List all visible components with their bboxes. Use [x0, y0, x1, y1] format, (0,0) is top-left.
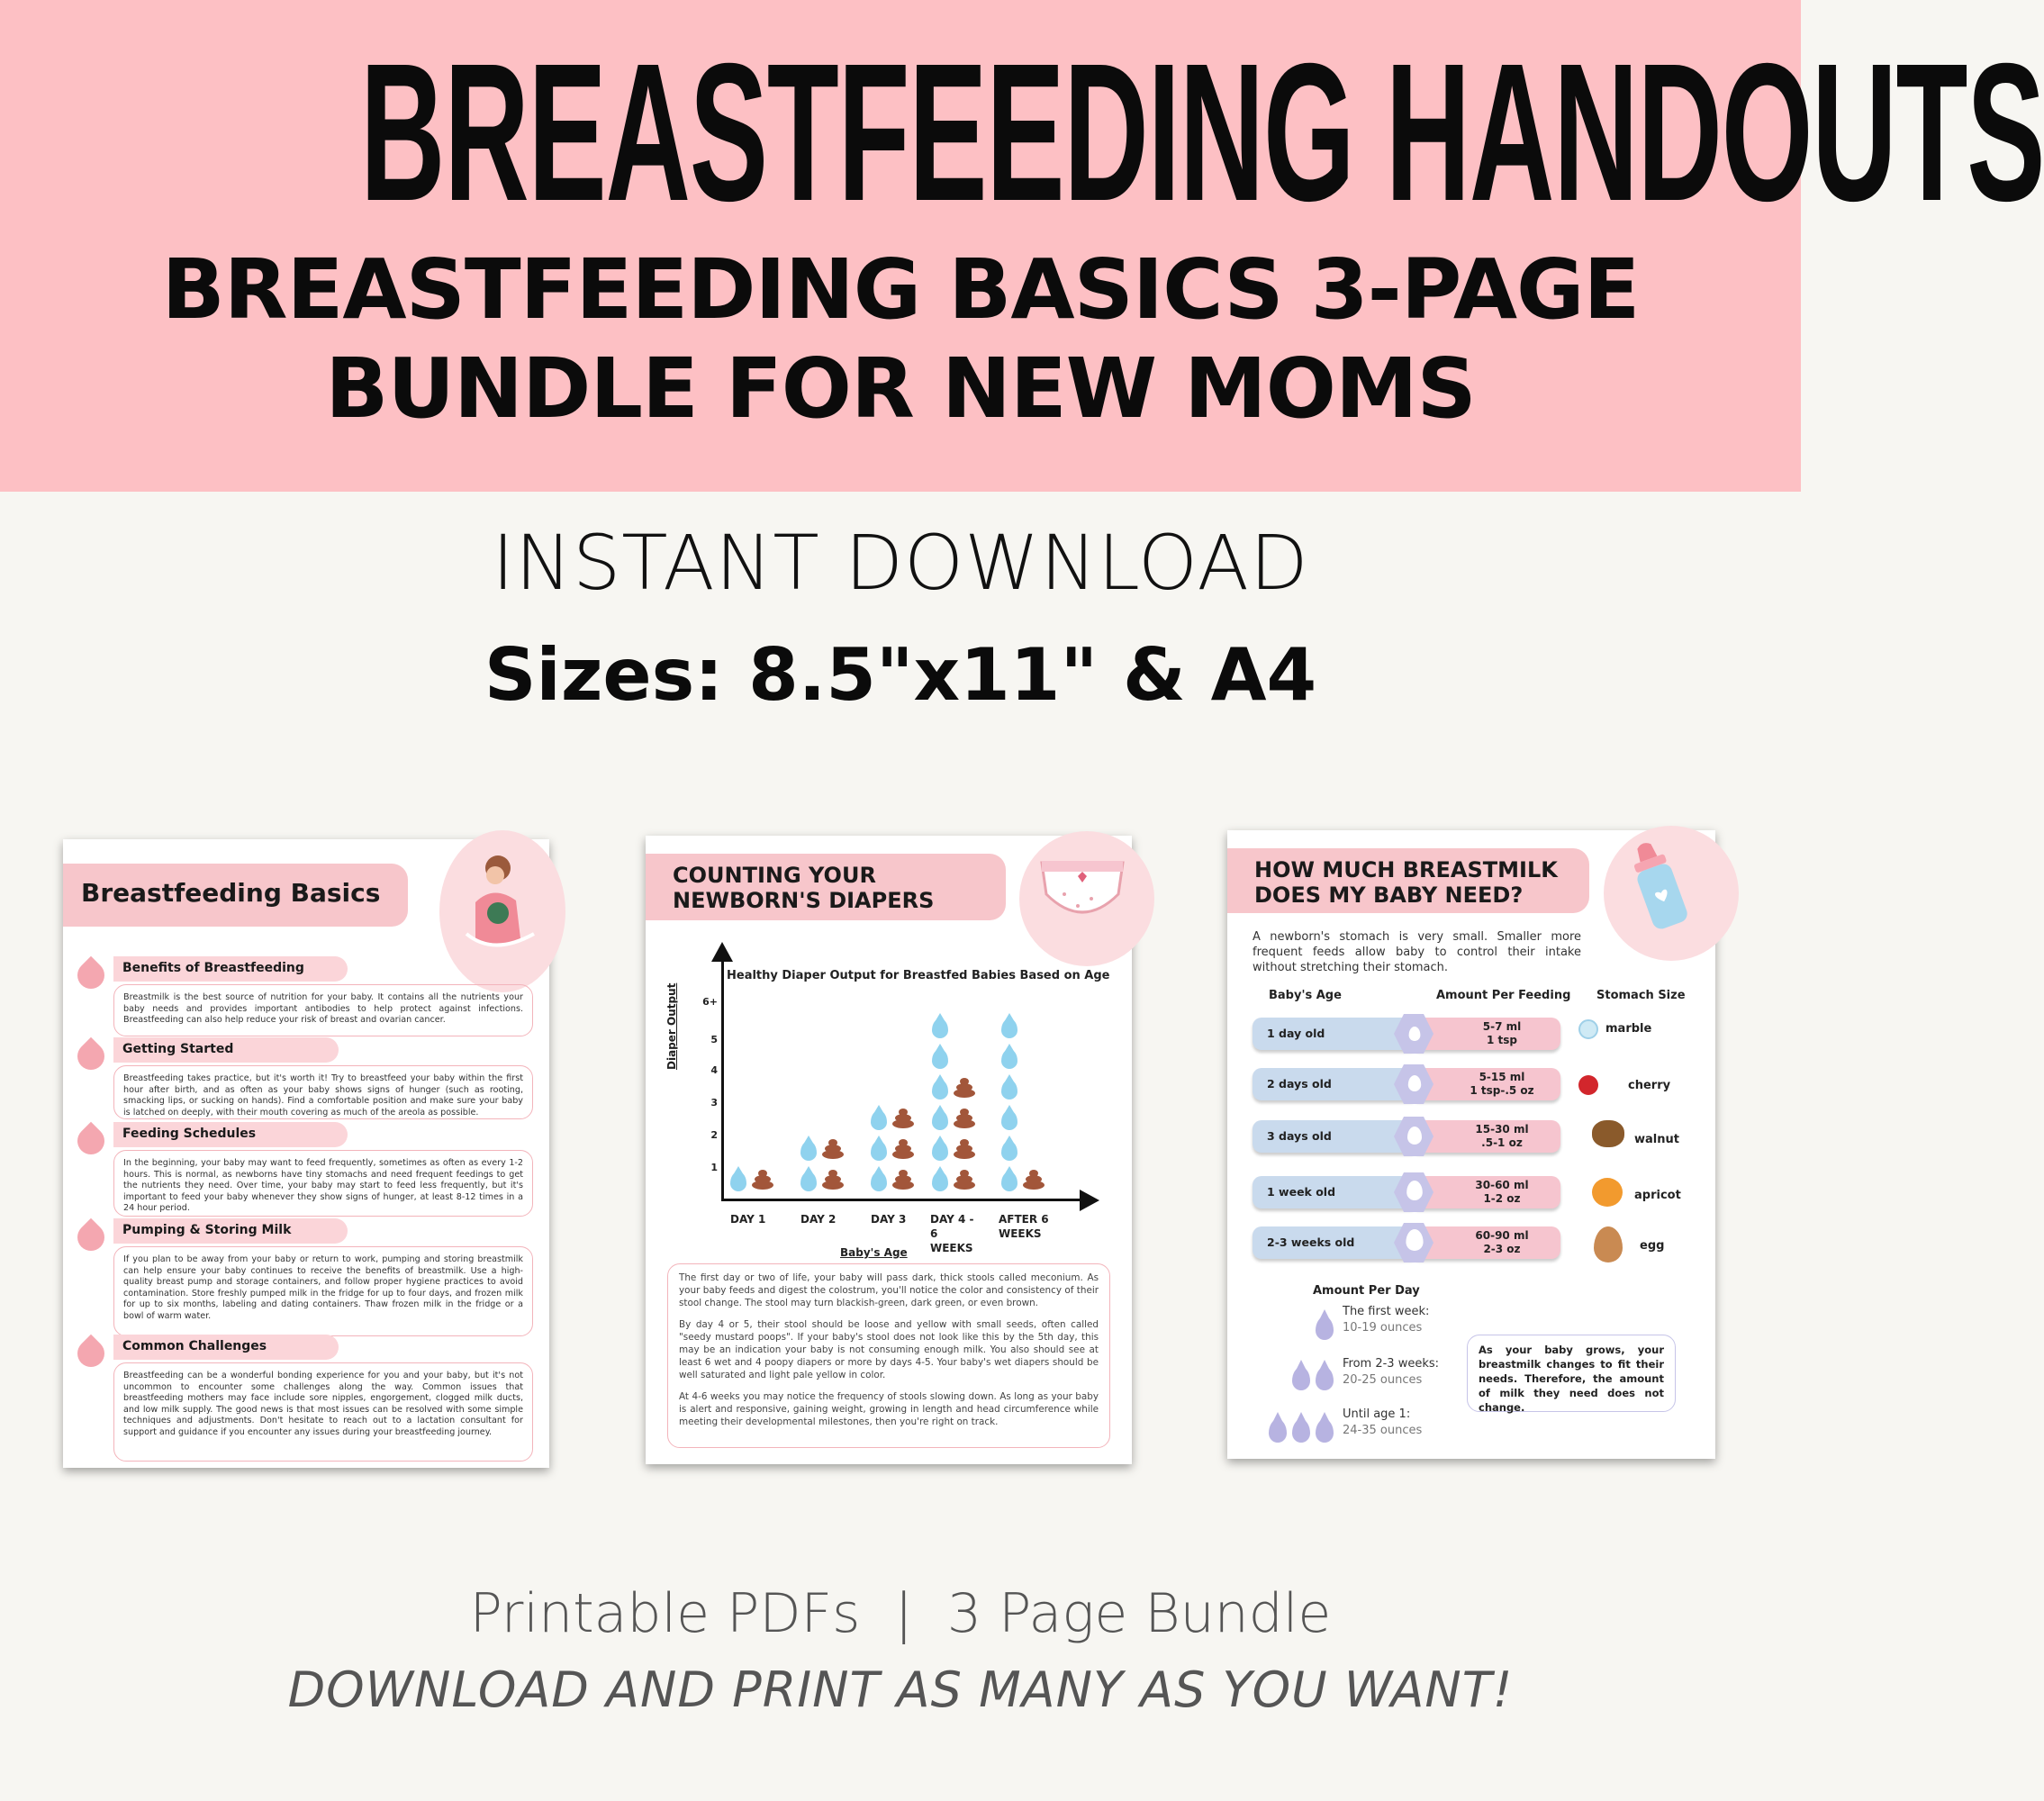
wet-diaper-drop [871, 1141, 887, 1161]
stomach-size-label: cherry [1628, 1079, 1671, 1092]
apd-value: 20-25 ounces [1343, 1373, 1423, 1387]
droplet-icon [72, 1335, 110, 1372]
wet-diaper-drop [1001, 1080, 1017, 1100]
row-age: 2 days old [1253, 1068, 1413, 1100]
wet-diaper-drop [1001, 1110, 1017, 1130]
wet-diaper-drop [932, 1049, 948, 1069]
main-title: BREASTFEEDING HANDOUTS [360, 23, 2044, 242]
droplet-icon [72, 956, 110, 994]
mother-illustration-blob [439, 830, 565, 992]
sizes-label: Sizes: 8.5"x11" & A4 [484, 633, 1317, 717]
sheet1-title: Breastfeeding Basics [63, 864, 408, 927]
purple-drop-icon [1316, 1419, 1334, 1443]
growth-note: As your baby grows, your breastmilk changes to fit their needs. Therefore, the amount of milk they need does not change. [1467, 1335, 1676, 1412]
purple-drop-icon [1316, 1367, 1334, 1390]
amount-oz: 1 tsp-.5 oz [1470, 1084, 1534, 1097]
amount-oz: .5-1 oz [1481, 1136, 1523, 1149]
x-axis [721, 1199, 1081, 1201]
wet-diaper-drop [1001, 1172, 1017, 1191]
x-axis-label: Baby's Age [840, 1246, 908, 1259]
section-heading: Getting Started [113, 1037, 339, 1063]
y-tick-label: 5 [710, 1034, 718, 1045]
sheet3-intro: A newborn's stomach is very small. Smaller more frequent feeds allow baby to control their intake without stretching their stomach. [1253, 930, 1581, 974]
wet-diaper-drop [730, 1172, 746, 1191]
purple-drop-icon [1292, 1367, 1310, 1390]
apricot-icon [1592, 1178, 1623, 1207]
poopy-diaper-icon [892, 1170, 914, 1190]
wet-diaper-drop [800, 1172, 817, 1191]
paragraph: At 4-6 weeks you may notice the frequency of stools slowing down. As long as your baby is alert and responsive, gaining weight, growing in length and head circumference while meeting their developmental milestones, then you're right on track. [679, 1391, 1099, 1427]
x-category-label: AFTER 6 WEEKS [999, 1213, 1049, 1240]
amount-oz: 1-2 oz [1483, 1192, 1521, 1205]
purple-drop-icon [1292, 1419, 1310, 1443]
amount-ml: 15-30 ml [1475, 1123, 1529, 1136]
walnut-icon [1592, 1120, 1624, 1147]
purple-drop-icon [1269, 1419, 1287, 1443]
section-text: Breastfeeding takes practice, but it's worth it! Try to breastfeed your baby within the first hour after birth, and as often as your baby shows signs of hunger (such as rooting, smacking lips, or sucking on hands). Find a comfortable position and make sure your baby is latched on deeply, with their mouth covering as much of the areola as possible. [113, 1065, 533, 1119]
section-text: Breastfeeding can be a wonderful bonding experience for you and your baby, but it's not uncommon to encounter some challenges along the way. Common issues that breastfeeding mothers may face include sore nipples, engorgement, clogged milk ducts, and low milk supply. The good news is that most issues can be resolved with some simple techniques and adjustments. Don't hesitate to reach out to a lactation consultant for support and guidance if you encounter any issues during your breastfeeding journey. [113, 1362, 533, 1462]
stomach-size-label: apricot [1634, 1189, 1681, 1202]
apd-label: From 2-3 weeks: [1343, 1357, 1440, 1371]
paragraph: The first day or two of life, your baby will pass dark, thick stools called meconium. As your baby feeds and digest the colostrum, you'll notice the color and consistency of their stool change. The stool may turn blackish-green, dark green, or even brown. [679, 1272, 1099, 1308]
amount-ml: 5-15 ml [1479, 1071, 1525, 1083]
mother-nursing-icon [448, 848, 547, 956]
poopy-diaper-icon [954, 1109, 975, 1128]
wet-diaper-drop [932, 1080, 948, 1100]
row-age: 1 day old [1253, 1018, 1413, 1050]
wet-diaper-drop [871, 1172, 887, 1191]
amount-ml: 60-90 ml [1475, 1229, 1529, 1242]
section-text: In the beginning, your baby may want to feed frequently, sometimes as often as every 1-2 hours. This is normal, as newborns have tiny stomachs and need frequent feedings to get the nutrients they need. Over time, your baby may start to feed less frequently, but it's important to feed your baby whenever they show signs of hunger, at least 8-12 times in a 24 hour period. [113, 1150, 533, 1217]
wet-diaper-drop [932, 1141, 948, 1161]
footer-product-info: Printable PDFs | 3 Page Bundle [469, 1582, 1332, 1645]
amount-ml: 5-7 ml [1482, 1020, 1522, 1033]
y-axis-arrow [711, 942, 733, 962]
wet-diaper-drop [871, 1110, 887, 1130]
bottle-illustration-blob [1604, 826, 1739, 961]
poopy-diaper-icon [752, 1170, 773, 1190]
column-header-amount: Amount Per Feeding [1436, 989, 1571, 1002]
wet-diaper-drop [932, 1172, 948, 1191]
sheet3-title-line-1: HOW MUCH BREASTMILK [1254, 857, 1558, 882]
section-heading: Common Challenges [113, 1335, 339, 1360]
wet-diaper-drop [1001, 1018, 1017, 1038]
poopy-diaper-icon [892, 1109, 914, 1128]
y-tick-label: 2 [710, 1129, 718, 1141]
instant-download-label: INSTANT DOWNLOAD [492, 519, 1309, 607]
cherry-icon [1578, 1075, 1598, 1095]
y-tick-label: 1 [710, 1162, 718, 1173]
amount-per-day-title: Amount Per Day [1313, 1284, 1420, 1298]
y-tick-label: 3 [710, 1097, 718, 1109]
wet-diaper-drop [800, 1141, 817, 1161]
y-axis [721, 962, 724, 1201]
milk-drop-icon [1406, 1229, 1423, 1251]
x-category-label: DAY 2 [800, 1213, 837, 1226]
sheet2-title-line-1: COUNTING YOUR [673, 863, 876, 888]
poopy-diaper-icon [822, 1170, 844, 1190]
preview-page-breastmilk-amount [1227, 830, 1715, 1459]
y-tick-label: 4 [710, 1064, 718, 1076]
wet-diaper-drop [932, 1110, 948, 1130]
row-amount [1416, 1176, 1560, 1208]
amount-ml: 30-60 ml [1475, 1179, 1529, 1191]
row-amount [1416, 1120, 1560, 1153]
x-category-label: DAY 3 [871, 1213, 907, 1226]
amount-oz: 2-3 oz [1483, 1243, 1521, 1255]
row-age: 2-3 weeks old [1253, 1226, 1413, 1259]
row-amount [1416, 1068, 1560, 1100]
droplet-icon [72, 1122, 110, 1160]
stomach-size-label: egg [1640, 1239, 1665, 1253]
row-age: 3 days old [1253, 1120, 1413, 1153]
sheet3-title-line-2: DOES MY BABY NEED? [1254, 882, 1524, 908]
amount-oz: 1 tsp [1487, 1034, 1517, 1046]
poopy-diaper-icon [822, 1139, 844, 1159]
poopy-diaper-icon [954, 1170, 975, 1190]
stomach-size-label: marble [1605, 1022, 1652, 1036]
wet-diaper-drop [1001, 1141, 1017, 1161]
column-header-stomach: Stomach Size [1596, 989, 1686, 1002]
section-heading: Feeding Schedules [113, 1122, 348, 1147]
preview-page-counting-diapers [646, 836, 1132, 1464]
apd-label: Until age 1: [1343, 1407, 1411, 1421]
sheet2-title [646, 854, 1006, 920]
x-category-label: DAY 1 [730, 1213, 766, 1226]
wet-diaper-drop [932, 1018, 948, 1038]
diaper-info-text [667, 1263, 1110, 1448]
purple-drop-icon [1316, 1317, 1334, 1340]
milk-drop-icon [1409, 1027, 1421, 1041]
row-amount [1416, 1226, 1560, 1259]
section-text: Breastmilk is the best source of nutrition for your baby. It contains all the nutrients your baby needs and provides important antibodies to help protect against infections. Breastfeeding can also help reduce your risk of breast and ovarian cancer. [113, 984, 533, 1036]
baby-bottle-icon [1609, 830, 1711, 948]
footer-tagline: DOWNLOAD AND PRINT AS MANY AS YOU WANT! [287, 1661, 1514, 1718]
section-heading: Benefits of Breastfeeding [113, 956, 348, 982]
x-category-label: DAY 4 - 6 WEEKS [930, 1213, 974, 1254]
amount-per-day-item [1343, 1356, 1439, 1389]
milk-drop-icon [1406, 1181, 1423, 1200]
chart-title: Healthy Diaper Output for Breastfed Babies Based on Age [727, 969, 1110, 982]
preview-page-breastfeeding-basics [63, 839, 549, 1468]
poopy-diaper-icon [954, 1078, 975, 1098]
row-amount [1416, 1018, 1560, 1050]
section-heading: Pumping & Storing Milk [113, 1218, 348, 1244]
x-axis-arrow [1080, 1190, 1099, 1211]
apd-label: The first week: [1343, 1305, 1430, 1318]
y-axis-label: Diaper Output [665, 982, 678, 1070]
y-tick-label: 6+ [702, 996, 718, 1008]
apd-value: 24-35 ounces [1343, 1424, 1423, 1437]
sheet2-title-line-2: NEWBORN'S DIAPERS [673, 888, 935, 913]
amount-per-day-item [1343, 1304, 1429, 1336]
amount-per-day-item [1343, 1407, 1422, 1439]
subtitle-line-1: BREASTFEEDING BASICS 3-PAGE [161, 241, 1640, 338]
milk-drop-icon [1407, 1127, 1422, 1145]
paragraph: By day 4 or 5, their stool should be loose and yellow with small seeds, often called "seedy mustard poops". If your baby's stool does not look like this by the 5th day, this may be an indication your baby is not consuming enough milk. You also should see at least 6 wet and 4 poopy diapers or more by days 4-5. Your baby's wet diapers should be well saturated and light pale yellow in color. [679, 1319, 1099, 1380]
milk-drop-icon [1408, 1075, 1421, 1091]
egg-icon [1594, 1226, 1623, 1263]
column-header-age: Baby's Age [1269, 989, 1342, 1002]
marble-icon [1578, 1019, 1598, 1039]
row-age: 1 week old [1253, 1176, 1413, 1208]
droplet-icon [72, 1037, 110, 1075]
droplet-icon [72, 1218, 110, 1256]
subtitle-line-2: BUNDLE FOR NEW MOMS [325, 340, 1476, 437]
poopy-diaper-icon [954, 1139, 975, 1159]
wet-diaper-drop [1001, 1049, 1017, 1069]
poopy-diaper-icon [1023, 1170, 1045, 1190]
section-text: If you plan to be away from your baby or return to work, pumping and storing breastmilk can help ensure your baby continues to receive the benefits of breastmilk. Use a high-quality breast pump and storage containers, and follow proper hygiene practices to avoid contamination. Store freshly pumped milk in the fridge for up to four days, and frozen milk for up to six months, labeling and dating containers. Thaw frozen milk in the fridge or a bowl of warm water. [113, 1246, 533, 1336]
diaper-illustration-blob [1019, 831, 1154, 966]
stomach-size-label: walnut [1634, 1133, 1679, 1146]
apd-value: 10-19 ounces [1343, 1321, 1423, 1335]
poopy-diaper-icon [892, 1139, 914, 1159]
sheet3-title [1227, 848, 1589, 913]
header-banner [0, 0, 2044, 492]
diaper-icon [1037, 854, 1127, 926]
